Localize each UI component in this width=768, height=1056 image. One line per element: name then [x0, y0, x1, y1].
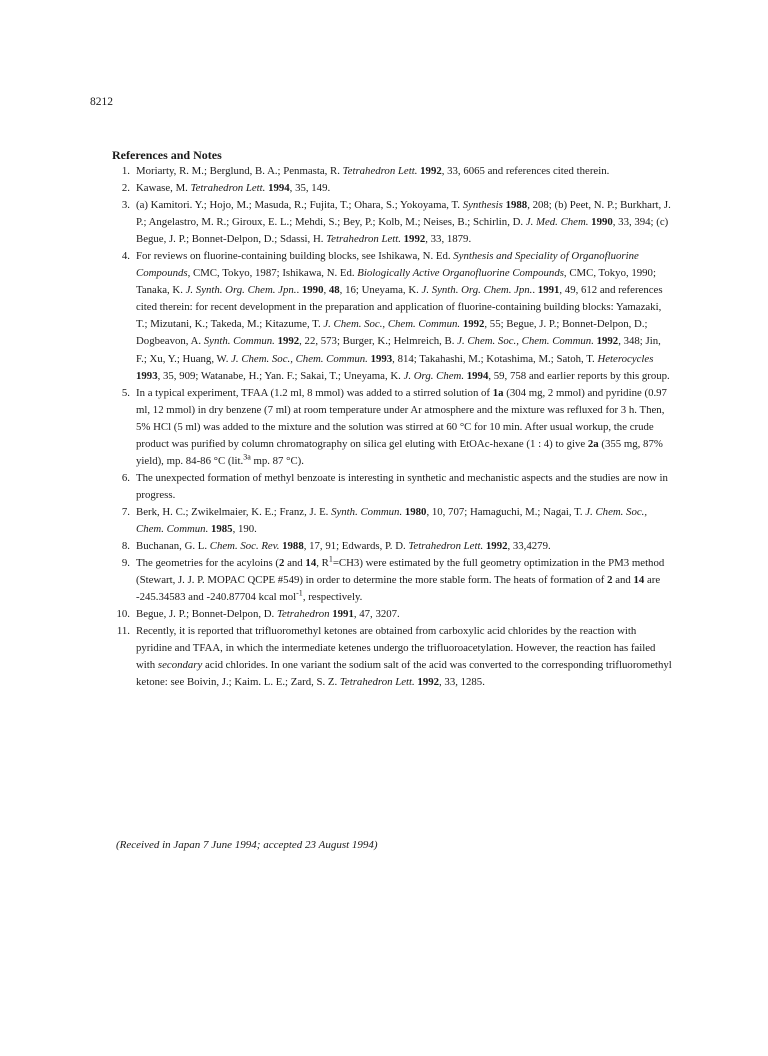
reference-text: 1991 [537, 284, 560, 297]
reference-item [112, 623, 672, 691]
reference-text: Kawase, M. [136, 182, 191, 195]
reference-number: 9. [121, 557, 130, 570]
reference-text: J. Org. Chem. [403, 369, 465, 382]
reference-text: Chem. Soc. Rev. [209, 540, 280, 553]
reference-text: , 59, 758 and earlier reports by this group. [488, 369, 670, 382]
reference-text: The geometries for the acyloins ( [136, 557, 280, 570]
reference-text: -1 [296, 588, 303, 598]
reference-text: mp. 87 °C). [250, 454, 304, 467]
reference-text: J. Synth. Org. Chem. Jpn. [185, 284, 297, 297]
reference-text: , R [316, 557, 329, 570]
reference-text: Tetrahedron Lett. [408, 540, 484, 553]
reference-item [112, 385, 672, 470]
reference-text: J. Chem. Soc., Chem. Commun. [323, 318, 461, 331]
reference-number: 11. [116, 625, 130, 638]
reference-text: 2 [279, 557, 285, 570]
reference-text: 1 [328, 554, 333, 564]
reference-text: 14 [305, 557, 317, 570]
reference-text: 1992 [277, 335, 300, 348]
reference-text: 1994 [466, 369, 489, 382]
reference-text: , 33, 1879. [425, 233, 472, 246]
reference-text: , 33, 6065 and references cited therein. [441, 165, 610, 177]
reference-text: (355 mg, 87% yield), mp. 84-86 °C (lit. [136, 437, 663, 467]
reference-text: , 17, 91; Edwards, P. D. [303, 540, 409, 553]
reference-text: 1992 [462, 318, 485, 331]
reference-text: , 10, 707; Hamaguchi, M.; Nagai, T. [426, 505, 586, 518]
reference-text: , 16; Uneyama, K. [339, 284, 422, 297]
reference-text: 1992 [420, 165, 442, 177]
reference-text: , 814; Takahashi, M.; Kotashima, M.; Satoh, T. [392, 352, 598, 365]
reference-item [112, 538, 672, 555]
reference-text: Synthesis and Speciality of Organofluorine Compounds [136, 250, 639, 280]
reference-text: Tetrahedron Lett. [190, 182, 266, 195]
reference-text: Synth. Commun. [203, 335, 275, 348]
reference-text: Synthesis [462, 199, 503, 212]
reference-number: 3. [121, 199, 130, 212]
reference-item [112, 248, 672, 384]
reference-text: Heterocycles [597, 352, 654, 365]
reference-item [112, 470, 672, 504]
reference-text: , 22, 573; Burger, K.; Helmreich, B. [299, 335, 458, 348]
reference-text: =CH3) were estimated by the full geometry optimization in the PM3 method (Stewart, J. J. P. MOPAC QCPE #549) in order to determine the more stable form. The heats of formation of [136, 557, 665, 587]
reference-list [112, 163, 672, 691]
reference-text: 1993 [136, 369, 158, 382]
reference-item [112, 606, 672, 623]
reference-text: 3a [243, 452, 251, 462]
reference-text: In a typical experiment, TFAA (1.2 ml, 8 mmol) was added to a stirred solution of [136, 386, 493, 399]
reference-number: 7. [121, 505, 130, 518]
reference-number: 6. [121, 471, 130, 484]
reference-text: J. Chem. Soc., Chem. Commun. [231, 352, 368, 365]
reference-number: 8. [121, 540, 130, 553]
reference-text: 48 [328, 284, 340, 297]
section-heading: References and Notes [112, 148, 222, 162]
reference-text: 1992 [403, 233, 426, 246]
reference-text: J. Chem. Soc., Chem. Commun. [457, 335, 594, 348]
reference-text: 1991 [332, 608, 354, 621]
reference-text: 1985 [210, 522, 233, 535]
reference-text: (a) Kamitori. Y.; Hojo, M.; Masuda, R.; Fujita, T.; Ohara, S.; Yokoyama, T. [136, 199, 463, 212]
reference-text: 1a [492, 386, 504, 399]
reference-text: The unexpected formation of methyl benzoate is interesting in synthetic and mechanistic aspects and the studies are now in progress. [136, 471, 668, 501]
reference-text: , 55; Begue, J. P.; Bonnet-Delpon, D.; Dogbeavon, A. [136, 318, 648, 348]
reference-text: 1992 [417, 676, 440, 689]
reference-text: , 49, 612 and references cited therein: for recent development in the preparation and application of fluorine-containing building blocks: Yamazaki, T.; Mizutani, K.; Takeda, M.; Kitazume, T. [136, 284, 663, 331]
reference-text: J. Chem. Soc., Chem. Commun. [136, 505, 648, 535]
reference-text: , 348; Jin, F.; Xu, Y.; Huang, W. [136, 335, 661, 365]
reference-text: , 33,4279. [507, 540, 551, 553]
reference-text: acid chlorides. In one variant the sodium salt of the acid was converted to the corresponding trifluoromethyl ketone: see Boivin, J.; Kaim. L. E.; Zard, S. Z. [136, 659, 672, 689]
reference-text: J. Med. Chem. [525, 216, 589, 229]
reference-text: are -245.34583 and -240.87704 kcal mol [136, 574, 661, 604]
reference-text: and [612, 574, 634, 587]
reference-text: , 35, 909; Watanabe, H.; Yan. F.; Sakai, T.; Uneyama, K. [157, 369, 404, 382]
received-date: (Received in Japan 7 June 1994; accepted 23 August 1994) [116, 839, 378, 851]
reference-text: , 33, 1285. [439, 676, 485, 689]
reference-number: 2. [121, 182, 130, 195]
reference-text: 2a [587, 437, 599, 450]
reference-text: , respectively. [302, 591, 363, 604]
reference-text: Moriarty, R. M.; Berglund, B. A.; Penmasta, R. [136, 165, 343, 177]
reference-item [112, 197, 672, 248]
reference-text: Buchanan, G. L. [136, 540, 210, 553]
reference-text: Synth. Commun. [331, 505, 403, 518]
reference-text: 2 [607, 574, 613, 587]
reference-number: 10. [116, 608, 130, 621]
reference-text: , 33, 394; (c) Begue, J. P.; Bonnet-Delpon, D.; Sdassi, H. [136, 216, 669, 246]
reference-text: 1988 [282, 540, 304, 553]
reference-text: Tetrahedron Lett. [339, 676, 415, 689]
reference-text: Begue, J. P.; Bonnet-Delpon, D. [136, 608, 277, 621]
reference-text: 1992 [596, 335, 619, 348]
reference-text: Tetrahedron Lett. [342, 165, 418, 177]
reference-text: 14 [633, 574, 645, 587]
reference-number: 1. [121, 165, 130, 177]
reference-item [112, 504, 672, 538]
reference-text: . [296, 284, 302, 297]
reference-text: 1994 [268, 182, 290, 195]
page-number: 8212 [90, 96, 113, 108]
reference-text: . [532, 284, 538, 297]
reference-text: , 190. [232, 522, 257, 535]
reference-text: secondary [157, 659, 203, 672]
reference-text: 1993 [370, 352, 393, 365]
reference-text: (304 mg, 2 mmol) and pyridine (0.97 ml, 12 mmol) in dry benzene (7 ml) at room temperature under Ar atmosphere and the mixture was refluxed for 3 h. Then, 5% HCl (5 ml) was added to the mixture and the solution was stirred at 60 °C for 10 min. After usual workup, the crude product was purified by column chromatography on silica gel eluting with EtOAc-hexane (1 : 4) to give [136, 386, 667, 450]
reference-text: For reviews on fluorine-containing building blocks, see Ishikawa, N. Ed. [136, 250, 454, 263]
reference-text: , 35, 149. [289, 182, 331, 195]
reference-item [112, 555, 672, 606]
reference-text: 1980 [404, 505, 427, 518]
reference-text: Tetrahedron Lett. [326, 233, 401, 246]
reference-text: 1988 [505, 199, 528, 212]
reference-number: 5. [121, 386, 130, 399]
reference-text: 1992 [485, 540, 508, 553]
reference-text: , [323, 284, 329, 297]
reference-text: Berk, H. C.; Zwikelmaier, K. E.; Franz, J. E. [136, 505, 332, 518]
reference-item [112, 180, 672, 197]
reference-item [112, 163, 672, 180]
reference-text: J. Synth. Org. Chem. Jpn. [421, 284, 533, 297]
reference-text: 1990 [591, 216, 613, 229]
reference-text: Recently, it is reported that trifluoromethyl ketones are obtained from carboxylic acid chlorides by the reaction with pyridine and TFAA, in which the intermediate ketenes undergo the trifluoroacetylation. However, the reaction has failed with [136, 625, 656, 672]
reference-text: Tetrahedron [276, 608, 330, 621]
reference-text: , CMC, Tokyo, 1987; Ishikawa, N. Ed. [187, 267, 358, 280]
reference-text: , 47, 3207. [353, 608, 400, 621]
reference-text: , CMC, Tokyo, 1990; Tanaka, K. [136, 267, 656, 297]
reference-number: 4. [121, 250, 130, 263]
reference-text: and [284, 557, 306, 570]
reference-text: , 208; (b) Peet, N. P.; Burkhart, J. P.; Angelastro, M. R.; Giroux, E. L.; Mehdi, S.; Bey, P.; Kolb, M.; Neises, B.; Schirlin, D. [136, 199, 671, 229]
reference-text: Biologically Active Organofluorine Compounds [357, 267, 564, 280]
reference-text: 1990 [301, 284, 324, 297]
